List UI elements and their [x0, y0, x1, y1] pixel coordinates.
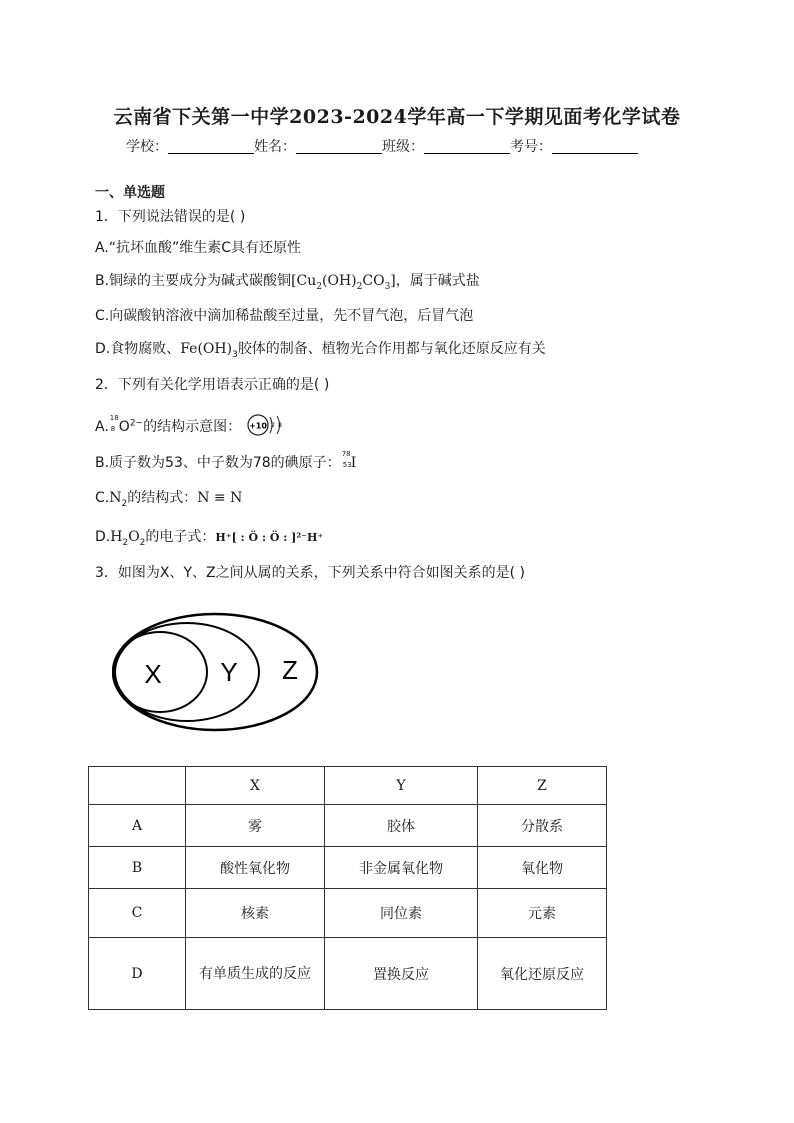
q2-d-h: H [110, 529, 123, 545]
q2-option-d [95, 526, 323, 548]
class-blank[interactable] [424, 138, 510, 154]
q2-a-atomic: 8 [110, 425, 116, 433]
q1-d-formula: Fe(OH) [180, 341, 233, 357]
table-cell: D [89, 938, 186, 1010]
table-cell: C [89, 889, 186, 938]
q1-d-sub: 3 [232, 349, 238, 360]
table-header-row [89, 767, 607, 805]
q2-a-suffix: 的结构示意图： [143, 419, 242, 435]
table-cell: 置换反应 [325, 938, 478, 1010]
q2-a-prefix: A. [95, 419, 109, 435]
q2-a-symbol: O [118, 419, 130, 435]
table-cell: 非金属氧化物 [325, 847, 478, 889]
q2-a-mass: 18 [109, 414, 119, 422]
q2-c-mid: 的结构式： [127, 490, 198, 506]
shell-electron-count: 8 [277, 422, 282, 429]
q1-b-suffix: ，属于碱式盐 [395, 273, 480, 289]
q2-a-charge: 2− [129, 418, 144, 429]
q2-c-sub: 2 [121, 498, 128, 509]
q1-b-sub: 2 [356, 281, 363, 292]
q1-option-a: A.“抗坏血酸”维生素C具有还原性 [95, 240, 302, 256]
q1-b-oh: (OH) [322, 273, 357, 289]
table-row [89, 805, 607, 847]
q2-d-sub: 2 [139, 537, 146, 548]
q2-c-prefix: C. [95, 490, 110, 506]
q2-a-isotope [109, 414, 119, 433]
school-blank[interactable] [168, 138, 254, 154]
q1-d-suffix: 胶体的制备、植物光合作用都与氧化还原反应有关 [237, 341, 546, 357]
table-cell: 氧化还原反应 [478, 938, 607, 1010]
q2-d-mid: 的电子式： [145, 529, 216, 545]
table-cell: 有单质生成的反应 [186, 938, 325, 1010]
q2-d-prefix: D. [95, 529, 111, 545]
name-blank[interactable] [296, 138, 382, 154]
q2-b-mass: 78 [341, 450, 351, 458]
q1-b-sub: 2 [316, 281, 322, 292]
exam-title: 云南省下关第一中学2023-2024学年高一下学期见面考化学试卷 [113, 106, 681, 128]
q1-b-co: CO [362, 273, 385, 289]
table-header-cell: Y [325, 767, 478, 805]
options-table [88, 766, 607, 1010]
q1-b-cu: [Cu [291, 273, 317, 289]
q2-b-isotope [341, 450, 352, 469]
number-label: 考号： [510, 139, 552, 155]
class-label: 班级： [382, 139, 424, 155]
q2-option-c [95, 487, 242, 509]
name-label: 姓名： [254, 139, 296, 155]
q2-b-atomic: 53 [342, 461, 352, 469]
q2-b-prefix: B.质子数为53、中子数为78的碘原子： [95, 455, 341, 471]
q1-b-sub: 3 [384, 281, 391, 292]
table-row [89, 847, 607, 889]
table-cell: 同位素 [325, 889, 478, 938]
table-cell: B [89, 847, 186, 889]
q2-stem: 2．下列有关化学用语表示正确的是( ) [95, 377, 330, 393]
q2-c-formula: N [109, 490, 122, 506]
q3-stem: 3．如图为X、Y、Z之间从属的关系，下列关系中符合如图关系的是( ) [95, 565, 526, 581]
table-row [89, 889, 607, 938]
q1-stem: 1．下列说法错误的是( ) [95, 209, 246, 225]
q2-option-a [95, 413, 286, 437]
table-cell: 氧化物 [478, 847, 607, 889]
table-cell: 胶体 [325, 805, 478, 847]
q1-b-formula [291, 273, 396, 292]
number-blank[interactable] [552, 138, 638, 154]
q2-d-electron-formula: H⁺[ : Ö : Ö : ]²⁻H⁺ [215, 531, 324, 544]
table-cell: 酸性氧化物 [186, 847, 325, 889]
student-info-line [126, 136, 638, 156]
table-cell: 雾 [186, 805, 325, 847]
table-header-cell: X [186, 767, 325, 805]
venn-label-z: Z [282, 655, 298, 685]
table-cell: A [89, 805, 186, 847]
q2-d-sub: 2 [122, 537, 129, 548]
shell-electron-count: 2 [270, 422, 275, 429]
q1-b-prefix: B.铜绿的主要成分为碱式碳酸铜 [95, 273, 292, 289]
q1-option-c: C.向碳酸钠溶液中滴加稀盐酸至过量，先不冒气泡，后冒气泡 [95, 308, 474, 324]
q1-option-d [95, 338, 546, 360]
q1-b-close: ] [390, 273, 396, 289]
q2-d-o: O [128, 529, 140, 545]
ion-structure-diagram [246, 413, 286, 437]
school-label: 学校： [126, 139, 168, 155]
venn-label-y: Y [220, 657, 238, 687]
table-cell: 核素 [186, 889, 325, 938]
table-header-cell [89, 767, 186, 805]
q2-c-structure: N ≡ N [197, 490, 243, 506]
venn-diagram [112, 612, 322, 734]
q1-option-b [95, 270, 480, 292]
table-cell: 分散系 [478, 805, 607, 847]
table-cell: 元素 [478, 889, 607, 938]
table-row [89, 938, 607, 1010]
section-heading: 一、单选题 [95, 185, 165, 201]
table-header-cell: Z [478, 767, 607, 805]
q2-option-b [95, 452, 356, 472]
nucleus-charge: +10 [248, 421, 267, 431]
q1-d-prefix: D.食物腐败、 [95, 341, 181, 357]
q2-b-symbol: I [350, 455, 357, 471]
venn-label-x: X [144, 659, 162, 689]
